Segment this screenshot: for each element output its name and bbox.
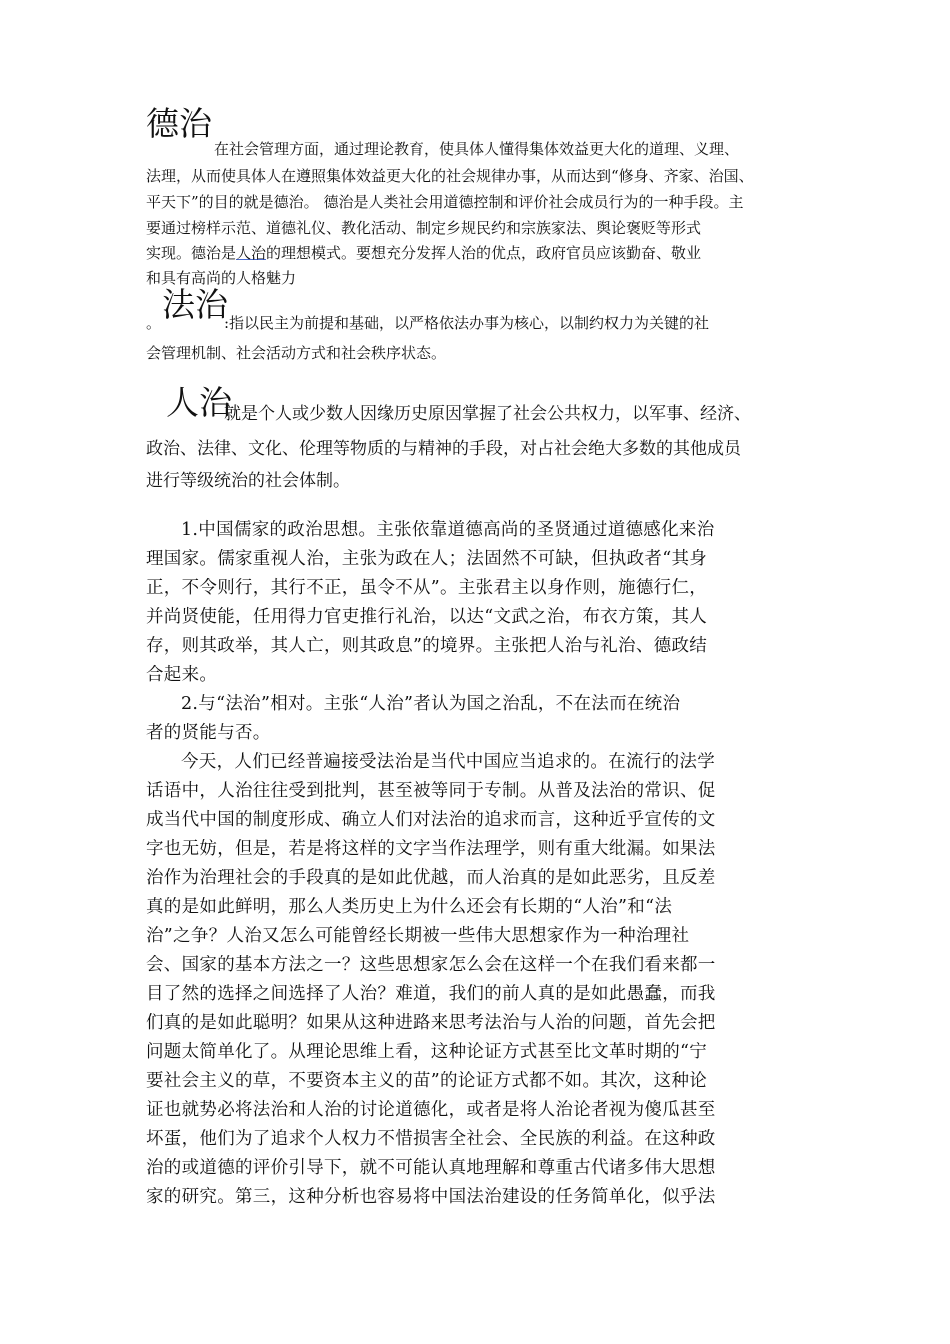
body-line-21: 证也就势必将法治和人治的讨论道德化，或者是将人治论者视为傻瓜甚至 [146, 1100, 716, 1120]
dezhi-line-1: 在社会管理方面，通过理论教育，使具体人懂得集体效益更大化的道理、义理、 [214, 140, 740, 158]
dezhi-line-2: 法理，从而使具体人在遵照集体效益更大化的社会规律办事，从而达到“修身、齐家、治国、 [146, 167, 754, 185]
fazhi-prefix: 。 [146, 314, 162, 332]
body-line-9: 今天，人们已经普遍接受法治是当代中国应当追求的。在流行的法学 [181, 752, 715, 772]
body-line-2: 理国家。儒家重视人治，主张为政在人；法固然不可缺，但执政者“其身 [146, 549, 708, 569]
body-line-6: 合起来。 [146, 665, 218, 685]
body-line-11: 成当代中国的制度形成、确立人们对法治的追求而言，这种近乎宣传的文 [146, 810, 716, 830]
body-line-3: 正，不令则行，其行不正，虽令不从”。主张君主以身作则，施德行仁， [146, 578, 708, 598]
dezhi-line-5 [146, 241, 701, 266]
body-line-7: 2.与“法治”相对。主张“人治”者认为国之治乱，不在法而在统治 [181, 694, 681, 714]
dezhi-line-4: 要通过榜样示范、道德礼仪、教化活动、制定乡规民约和宗族家法、舆论褒贬等形式 [146, 219, 702, 237]
body-line-16: 会、国家的基本方法之一？这些思想家怎么会在这样一个在我们看来都一 [146, 955, 716, 975]
heading-fazhi: 法治 [162, 285, 228, 324]
heading-dezhi: 德治 [146, 104, 212, 143]
body-line-12: 字也无妨，但是，若是将这样的文字当作法理学，则有重大纰漏。如果法 [146, 839, 716, 859]
body-line-14: 真的是如此鲜明，那么人类历史上为什么还会有长期的“人治”和“法 [146, 897, 673, 917]
renzhi-line-3: 进行等级统治的社会体制。 [146, 471, 350, 491]
body-line-19: 问题太简单化了。从理论思维上看，这种论证方式甚至比文革时期的“宁 [146, 1042, 708, 1062]
body-line-1: 1.中国儒家的政治思想。主张依靠道德高尚的圣贤通过道德感化来治 [181, 520, 715, 540]
body-line-5: 存，则其政举，其人亡，则其政息”的境界。主张把人治与礼治、德政结 [146, 636, 708, 656]
body-line-10: 话语中，人治往往受到批判，甚至被等同于专制。从普及法治的常识、促 [146, 781, 716, 801]
dezhi-line-6: 和具有高尚的人格魅力 [146, 269, 297, 287]
dezhi-line-5-start: 实现。德治是 [146, 244, 237, 262]
body-line-15: 治”之争？人治又怎么可能曾经长期被一些伟大思想家作为一种治理社 [146, 926, 690, 946]
renzhi-line-1: 就是个人或少数人因缘历史原因掌握了社会公共权力，以军事、经济、 [224, 404, 751, 424]
body-line-22: 坏蛋，他们为了追求个人权力不惜损害全社会、全民族的利益。在这种政 [146, 1129, 716, 1149]
body-line-24: 家的研究。第三，这种分析也容易将中国法治建设的任务简单化，似乎法 [146, 1187, 716, 1207]
heading-renzhi: 人治 [166, 383, 232, 422]
dezhi-line-3: 平天下”的目的就是德治。 德治是人类社会用道德控制和评价社会成员行为的一种手段。主 [146, 193, 744, 211]
dezhi-line-5-end: 的理想模式。要想充分发挥人治的优点，政府官员应该勤奋、敬业 [266, 244, 702, 262]
body-line-13: 治作为治理社会的手段真的是如此优越，而人治真的是如此恶劣，且反差 [146, 868, 716, 888]
body-line-4: 并尚贤使能，任用得力官吏推行礼治，以达“文武之治，布衣方策，其人 [146, 607, 708, 627]
fazhi-line-1: :指以民主为前提和基础，以严格依法办事为核心，以制约权力为关键的社 [224, 314, 710, 332]
body-line-23: 治的或道德的评价引导下，就不可能认真地理解和尊重古代诸多伟大思想 [146, 1158, 716, 1178]
body-line-8: 者的贤能与否。 [146, 723, 271, 743]
renzhi-link[interactable]: 人治 [236, 244, 267, 262]
fazhi-line-2: 会管理机制、社会活动方式和社会秩序状态。 [146, 344, 447, 362]
body-line-17: 目了然的选择之间选择了人治？难道，我们的前人真的是如此愚蠢，而我 [146, 984, 716, 1004]
renzhi-line-2: 政治、法律、文化、伦理等物质的与精神的手段，对占社会绝大多数的其他成员 [146, 439, 741, 459]
body-line-18: 们真的是如此聪明？如果从这种进路来思考法治与人治的问题，首先会把 [146, 1013, 716, 1033]
body-line-20: 要社会主义的草，不要资本主义的苗”的论证方式都不如。其次，这种论 [146, 1071, 708, 1091]
